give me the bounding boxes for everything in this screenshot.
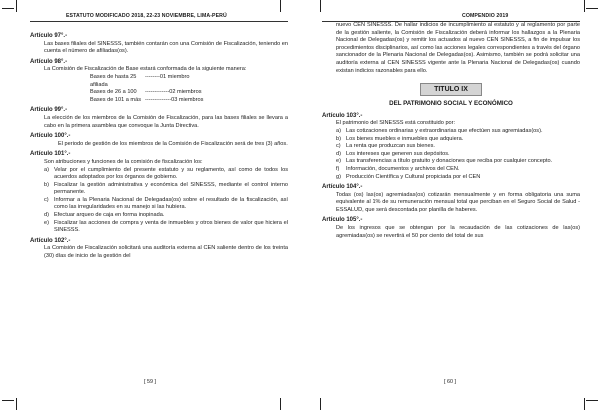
page-number: [ 59 ] xyxy=(144,379,156,385)
list-item: b) Fiscalizar la gestión administrativa y económica del SINESSS, mediante el control interno permanente. xyxy=(44,181,288,196)
title-box: TITULO IX xyxy=(420,83,482,96)
article-105-title: Artículo 105°.- xyxy=(322,217,363,224)
article-97-title: Artículo 97°.- xyxy=(30,33,68,39)
article-97-text: Las bases filiales del SINESSS, también contarán con una Comisión de Fiscalización, teniendo en cuenta el número de afiliadas(os). xyxy=(44,40,288,55)
list-item: d) Los intereses que generen sus depósitos. xyxy=(336,150,450,157)
article-103-title: Artículo 103°.- xyxy=(322,112,363,119)
article-99-text: La elección de los miembros de la Comisión de Fiscalización, para las bases filiales se llevara a cabo en la primera asamblea que convoque la Junta Directiva. xyxy=(44,114,288,129)
running-header: ESTATUTO MODIFICADO 2018, 22-23 NOVIEMBRE, LIMA-PERÚ xyxy=(66,13,227,19)
title-subheading: DEL PATRIMONIO SOCIAL Y ECONÓMICO xyxy=(389,100,513,108)
article-101-title: Artículo 101°.- xyxy=(30,151,71,158)
left-body xyxy=(30,30,288,261)
article-100-text: El periodo de gestión de los miembros de la Comisión de Fiscalización será de tres (3) años. xyxy=(58,140,288,147)
header-rule xyxy=(30,21,288,22)
list-item: a) Velar por el cumplimiento del presente estatuto y su reglamento, así como de todos los acuerdos adoptados por los órganos de gobierno. xyxy=(44,166,288,181)
composition-row: Bases de hasta 25 afiliada --------01 miembro xyxy=(90,73,190,88)
list-item: d) Efectuar arqueo de caja en forma inopinada. xyxy=(44,212,165,219)
article-104-text: Todas (os) las(os) agremiadas(os) cotizarán mensualmente y en forma obligatoria una suma equivalente al 1% de su remuneración mensual total que perciban en el Seguro Social de Salud - ESSALUD, que será descontada por planilla de haberes. xyxy=(336,191,580,213)
list-item: g) Producción Científica y Cultural propiciada por el CEN xyxy=(336,173,481,180)
right-body xyxy=(322,22,580,240)
article-98-text: La Comisión de Fiscalización de Base estará conformada de la siguiente manera: xyxy=(44,66,247,73)
list-item: c) La renta que produzcan sus bienes. xyxy=(336,143,435,150)
article-98-title: Artículo 98°.- xyxy=(30,58,68,65)
article-102-title: Artículo 102°.- xyxy=(30,237,71,244)
list-item: c) Informar a la Plenaria Nacional de Delegadas(os) sobre el resultado de la fiscalización, así como las irregularidades en su manejo si las hubiera. xyxy=(44,196,288,211)
list-item: b) Los bienes muebles e inmuebles que adquiera. xyxy=(336,135,464,142)
list-item: e) Fiscalizar las acciones de compra y venta de inmuebles y otros bienes de valor que hiciera el SINESSS. xyxy=(44,219,288,234)
page-number: [ 60 ] xyxy=(444,379,456,385)
list-item: e) Las transferencias a título gratuito y donaciones que reciba por cualquier concepto. xyxy=(336,158,553,165)
article-103-intro: El patrimonio del SINESSS está constituido por: xyxy=(336,120,456,127)
article-102-continuation: nuevo CEN SINESSS. De hallar indicios de incumplimiento al estatuto y al reglamento por parte de la gestión saliente, la Comisión de Fiscalización deberá informar los hallazgos a la Plenaria Nacional de Delegadas(os) y remitir los actuados al nuevo CEN SINESSS, a fin de impulsar los procedimientos disciplinarios, así como las acciones legales correspondientes a través del órgano sancionador de la Plenaria Nacional de Delegadas(os). Asimismo, también se podrá solicitar una auditoría externa al CEN SINESSS vigente ante la Plenaria Nacional de Delegadas(os) cuando existan indicios razonables para ello. xyxy=(336,22,580,74)
list-item: a) Las cotizaciones ordinarias y extraordinarias que efectúen sus agremiadas(os). xyxy=(336,127,543,134)
article-99-title: Artículo 99°.- xyxy=(30,107,68,114)
article-102-text: La Comisión de Fiscalización solicitará una auditoría externa al CEN saliente dentro de los treinta (30) días de inicio de la gestión del xyxy=(44,245,288,260)
composition-row: Bases de 101 a más --------------03 miembros xyxy=(90,96,204,103)
list-item: f) Información, documentos y archivos del CEN. xyxy=(336,165,460,172)
article-104-title: Artículo 104°.- xyxy=(322,184,363,191)
article-100-title: Artículo 100°.- xyxy=(30,133,71,140)
running-header: COMPENDIO 2019 xyxy=(462,13,509,19)
article-101-intro: Son atribuciones y funciones de la comisión de fiscalización los: xyxy=(44,158,203,165)
right-page xyxy=(300,0,600,410)
article-105-text: De los ingresos que se obtengan por la recaudación de las cotizaciones de las(os) agremiadas(os) se revertirá el 50 por ciento del total de sus xyxy=(336,225,580,239)
composition-row: Bases de 26 a 100 -------------02 miembros xyxy=(90,89,202,96)
